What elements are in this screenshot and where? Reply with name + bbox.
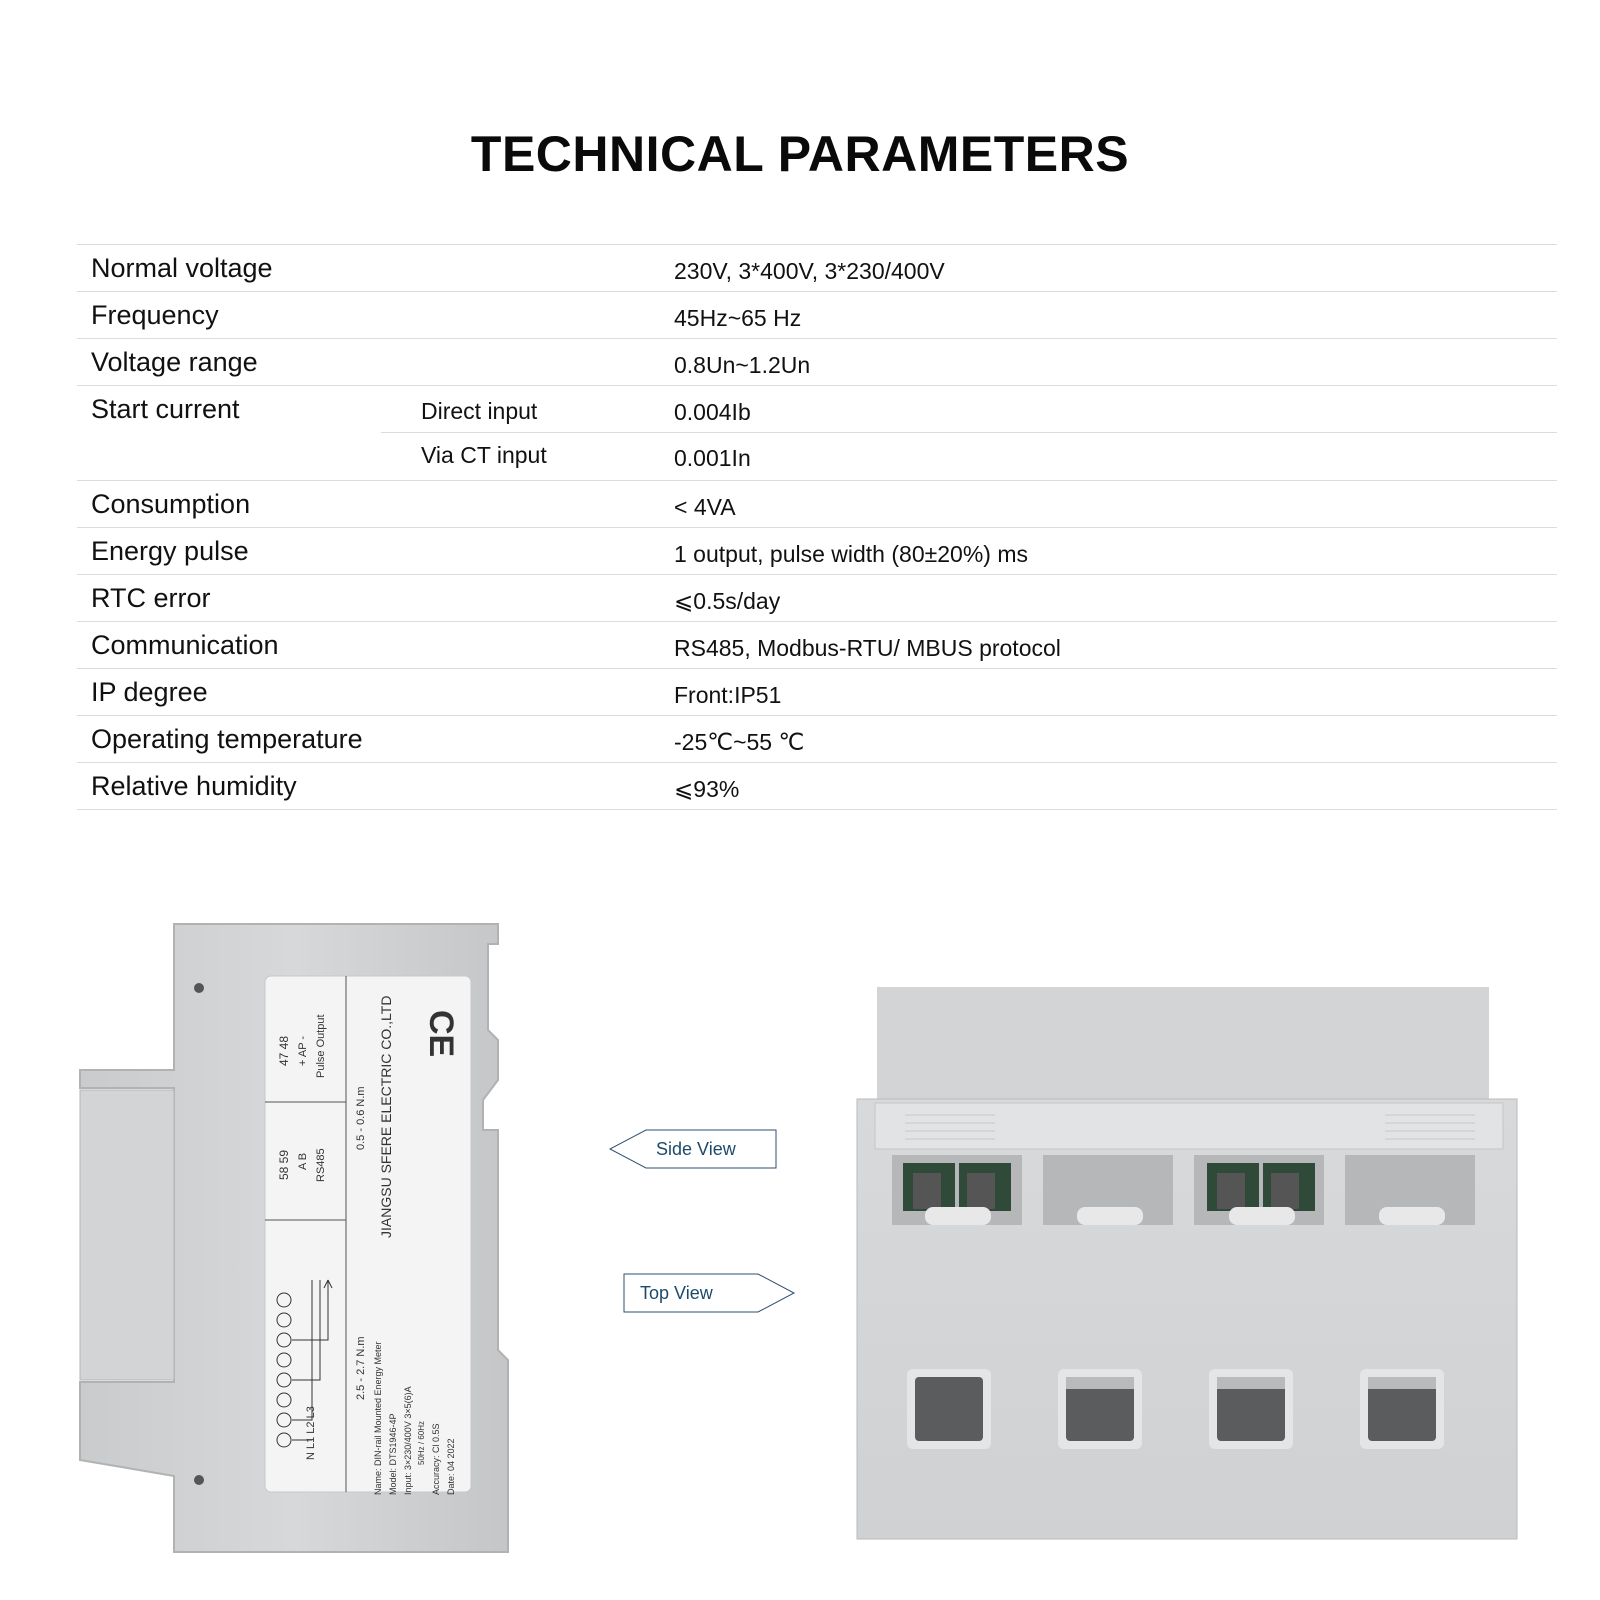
spec-row: [77, 528, 1557, 575]
spec-value: -25℃~55 ℃: [674, 729, 805, 755]
rating-name: Name: DIN-rail Mounted Energy Meter: [373, 1341, 383, 1495]
maker-text: JIANGSU SFERE ELECTRIC CO.,LTD: [378, 995, 394, 1238]
terminal-cover: [875, 1103, 1503, 1149]
spec-row: [77, 481, 1557, 528]
spec-label: Frequency: [91, 300, 219, 330]
rs485-label: RS485: [315, 1148, 327, 1182]
side-view-callout: [608, 1128, 788, 1174]
spec-row: [77, 669, 1557, 716]
rs485-pins: A B: [297, 1152, 309, 1170]
ce-mark-icon: [422, 1010, 460, 1057]
spec-sub-label: Via CT input: [421, 442, 547, 468]
spec-row: [77, 339, 1557, 386]
spec-value: ⩽93%: [674, 776, 740, 802]
terminal-opening: [907, 1369, 991, 1449]
spec-label: RTC error: [91, 583, 211, 613]
terminal-opening: [1360, 1369, 1444, 1449]
spec-label: Start current: [91, 394, 240, 424]
spec-table: [77, 244, 1557, 810]
side-view-label: Side View: [656, 1139, 736, 1159]
spec-label: IP degree: [91, 677, 208, 707]
terminal-slot: [1345, 1155, 1475, 1225]
terminal-slot: [1043, 1155, 1173, 1225]
pulse-pins: + AP -: [297, 1035, 309, 1066]
spec-value: RS485, Modbus-RTU/ MBUS protocol: [674, 635, 1061, 661]
top-view-back-block: [877, 987, 1489, 1109]
rating-date: Date: 04 2022: [446, 1438, 456, 1495]
spec-row: [77, 245, 1557, 292]
spec-row: [77, 622, 1557, 669]
pulse-label: Pulse Output: [315, 1014, 327, 1078]
svg-text:CE: CE: [422, 1010, 460, 1058]
spec-value: 1 output, pulse width (80±20%) ms: [674, 541, 1028, 567]
terminal-slot: [1194, 1155, 1324, 1225]
side-view-image: [78, 920, 528, 1560]
spec-label: Communication: [91, 630, 279, 660]
spec-sub-label: Direct input: [421, 398, 538, 424]
torque-upper-text: 0.5 - 0.6 N.m: [355, 1086, 367, 1150]
rs485-terminals: 58 59: [277, 1149, 291, 1180]
spec-value: < 4VA: [674, 494, 736, 520]
spec-value: 45Hz~65 Hz: [674, 305, 802, 331]
spec-value: 0.004Ib: [674, 399, 751, 425]
spec-row-start-current: [77, 386, 1557, 481]
side-view-rail-clip: [80, 1090, 174, 1380]
spec-value: 230V, 3*400V, 3*230/400V: [674, 258, 945, 284]
rating-accuracy: Accuracy: Cl 0.5S: [431, 1423, 441, 1495]
spec-value: ⩽0.5s/day: [674, 588, 781, 614]
spec-label: Relative humidity: [91, 771, 297, 801]
torque-lower-text: 2.5 - 2.7 N.m: [355, 1336, 367, 1400]
rating-input: Input: 3×230/400V 3×5(6)A: [403, 1386, 413, 1495]
terminal-slot: [892, 1155, 1022, 1225]
rating-model: Model: DTS1946-4P: [388, 1413, 398, 1495]
spec-row: [77, 763, 1557, 810]
terminal-opening: [1058, 1369, 1142, 1449]
spec-value: Front:IP51: [674, 682, 782, 708]
spec-sub-divider: [381, 432, 1557, 433]
spec-label: Normal voltage: [91, 253, 273, 283]
terminal-opening: [1209, 1369, 1293, 1449]
mounting-hole: [194, 1475, 204, 1485]
spec-label: Consumption: [91, 489, 251, 519]
spec-label: Energy pulse: [91, 536, 249, 566]
spec-value: 0.001In: [674, 445, 751, 471]
spec-row: [77, 292, 1557, 339]
spec-label: Operating temperature: [91, 724, 363, 754]
top-view-callout: [622, 1272, 802, 1318]
top-view-image: [855, 985, 1525, 1545]
spec-label: Voltage range: [91, 347, 258, 377]
page-title: TECHNICAL PARAMETERS: [470, 126, 1130, 182]
mounting-hole: [194, 983, 204, 993]
line-labels: N L1 L2 L3: [305, 1406, 317, 1460]
spec-row: [77, 716, 1557, 763]
top-view-label: Top View: [640, 1283, 713, 1303]
pulse-terminals: 47 48: [277, 1035, 291, 1066]
spec-row: [77, 575, 1557, 622]
rating-freq: 50Hz / 60Hz: [417, 1420, 426, 1465]
spec-value: 0.8Un~1.2Un: [674, 352, 811, 378]
